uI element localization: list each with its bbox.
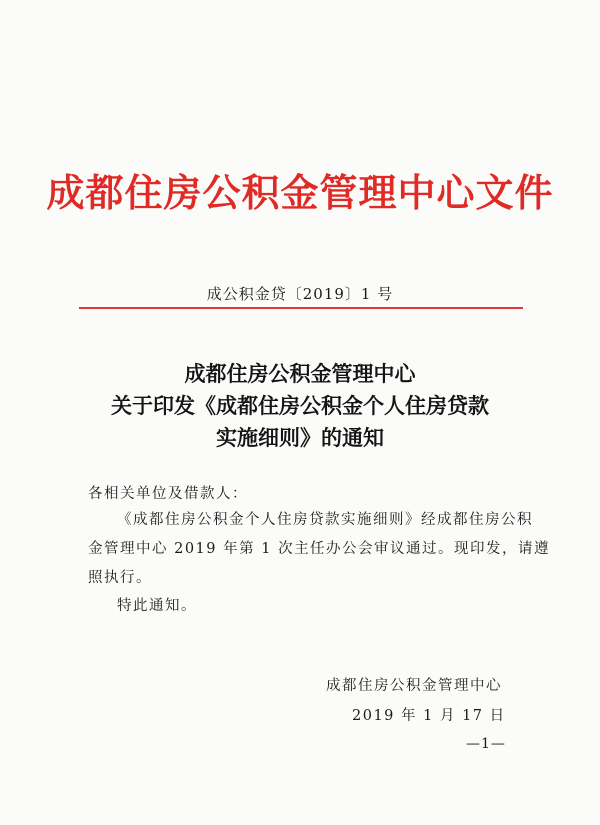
document-title-line-1: 成都住房公积金管理中心 [184, 361, 416, 386]
signature-organization: 成都住房公积金管理中心 [326, 678, 502, 694]
signature-date: 2019 年 1 月 17 日 [352, 708, 506, 724]
closing-remark: 特此通知。 [117, 598, 197, 614]
document-title-line-3: 实施细则》的通知 [216, 425, 384, 450]
body-paragraph-line-1: 《成都住房公积金个人住房贷款实施细则》经成都住房公积 [117, 512, 533, 528]
body-paragraph-line-3: 照执行。 [88, 570, 152, 586]
salutation: 各相关单位及借款人： [88, 486, 248, 502]
page-number: —1— [466, 736, 506, 752]
document-number: 成公积金贷〔2019〕1 号 [206, 285, 394, 303]
document-title-line-2: 关于印发《成都住房公积金个人住房贷款 [111, 393, 489, 418]
document-header-title: 成都住房公积金管理中心文件 [46, 170, 554, 215]
document-title [0, 358, 600, 454]
body-paragraph-line-2: 金管理中心 2019 年第 1 次主任办公会审议通过。现印发，请遵 [88, 541, 551, 557]
red-divider-line [79, 307, 523, 309]
body-paragraph [88, 506, 551, 593]
